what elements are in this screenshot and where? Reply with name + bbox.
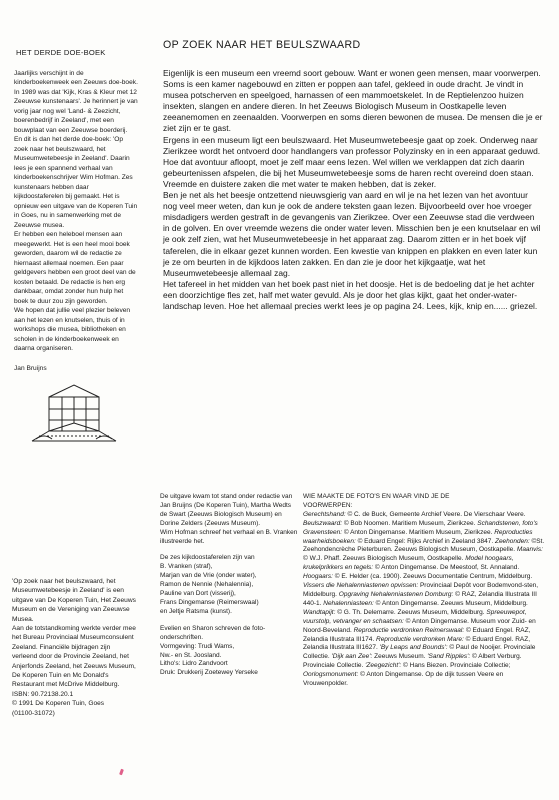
credit-label: Reproductie verdronken Reimerswaal: [353,626,465,634]
credit-label: Schandstenen, foto's Gravensteen: [303,519,538,536]
credit-label: Opgraving Nehalenniastenen Domburg: [338,590,454,598]
artist-item: B. Vranken (straf), [160,563,213,571]
credit-label: Reproducties waarheidsboeken: [303,528,533,545]
credit-text: © Eduard Engel. RAZ, Zelandia Illustrata III1627. [303,635,531,652]
credit-text: © E. Helder (ca. 1900). Zeeuws Documentatie Centrum, Middelburg. [333,573,533,581]
credit-label: Maanvis: [516,546,543,554]
isbn: ISBN: 90.72138.20.1 [12,690,74,698]
page-title: OP ZOEK NAAR HET BEULSZWAARD [163,39,361,51]
production-item: Vormgeving: Trudi Wams, [160,642,235,650]
credit-label: Model hoogaars, krukelprikkers en tegels: [303,555,514,572]
credit-text: Zeeuws Museum. [372,653,428,661]
credit-text: © Eduard Engel. RAZ, Zelandia Illustrata III174. [303,626,531,643]
photo-text-credit: Evelien en Sharon schreven de foto-onderschriften. [160,624,266,641]
artist-item: en Jeltje Ratsma (kunst). [160,607,232,615]
credit-text: © G. Th. Delemarre. Zeeuws Museum, Middelburg. [335,608,487,616]
credit-text: ©St. Zeehondencrèche Pieterburen. Zeeuws Biologisch Museum, Oostkapelle. [303,537,545,554]
intro-paragraph-4: We hopen dat jullie veel plezier beleven aan het lezen en knutselen, thuis of in workshops die musea, bibliotheken en scholen in de kinderboekenweek en daarna organiseren. [14,307,131,352]
writer-credit: Wim Hofman schreef het verhaal en B. Vranken illustreerde het. [160,528,298,545]
credit-label: 'Dijk aan Zee': [331,653,373,661]
left-column [14,48,138,459]
credit-label: 'By Leaps and Bounds': [379,644,448,652]
production-item: Druk: Drukkerij Zoetewey Yerseke [160,669,258,677]
credit-text: © Hans Biezen. Provinciale Collectie; [401,662,511,670]
credit-text: © W.J. Phaff. Zeeuws Biologisch Museum, Oostkapelle. [303,555,466,563]
credit-text: © RAZ, Zelandia Illustrata III 440-1. [303,590,537,607]
credit-label: Beulszwaard: [303,519,343,527]
artist-item: Ramon de Nennie (Nehalennia), [160,581,254,589]
credit-text: © Albert Verburg. Provinciale Collectie. [303,653,522,670]
left-heading: HET DERDE DOE-BOEK [16,48,106,57]
credit-label: Gerechtshand: [303,510,346,518]
production-item: Litho's: Lidro Zandvoort [160,660,228,668]
photo-credit-list [303,511,549,689]
main-body-text: Eigenlijk is een museum een vreemd soort gebouw. Want er wonen geen mensen, maar voorwerpen. Soms is een kamer nagebouwd en zitten er poppen aan tafel, gekleed in oude dracht. Je vindt in musea potscherven en speelgoed, harnassen of een mammoetskelet. In de Reptielenzoo huizen insekten, slangen en andere dieren. In het Zeeuws Biologisch Museum in Oostkapelle leven zeeanemomen en zeenaalden. Voorwerpen en soms dieren bewonen de musea. De mensen die je er ziet zijn er te gast. Ergens in een museum ligt een beulszwaard. Het Museumwetebeesje gaat op zoek. Onderweg naar Zierikzee wordt het ontvoerd door handlangers van professor Polyzinsky en in een apparaat geduwd. Hoe dat avontuur afloopt, moet je zelf maar eens lezen. Wel willen we verklappen dat zich daarin gebeurtenissen afspelen, die bij het Museumwetebeesje soms de haren recht overeind doen staan. Vreemde en duistere zaken die met water te maken hebben, dat is zeker. Ben je net als het beesje ontzettend nieuwsgierig van aard en wil je na het lezen van het avontuur nog veel meer weten, dan kun je ook de andere teksten gaan lezen. Bijvoorbeeld over hoe vroeger misdadigers werden gestraft in de gevangenis van Zierikzee. Over een Zeeuwse stad die verdween in de golven. En over vreemde wezens die onder water leven. Misschien ben je een knutselaar en wil je ook zelf zien, wat het Museumwetebeesje in het apparaat zag. Daarom zitten er in het boek vijf taferelen, die in elkaar gezet kunnen worden. Een kwestie van knippen en plakken en even later kun je ze om beurten in de kijkdoos laten zakken. En dan zie je door het kijkgaatje, wat het Museumwetebeesje allemaal zag. Het tafereel in het midden van het boek past niet in het doosje. Het is de bedoeling dat je het achter een doorzichtige fles zet, half met water gevuld. Als je door het glas kijkt, gaat het onder-water-landschap leven. Hoe het allemaal precies werkt lees je op pagina 24. Lees, kijk, knip en...... griezel. [163,68,543,311]
artist-item: Pauline van Dort (visserij), [160,590,236,598]
colophon-code: (01100-31072) [12,709,55,717]
photo-credits-heading-2: VOORWERPEN: [303,501,353,509]
colophon [12,577,136,718]
copyright: © 1991 De Koperen Tuin, Goes [12,700,105,708]
photo-credits [303,493,549,689]
artists-intro: De zes kijkdoostaferelen zijn van [160,554,255,562]
editors-credit: De uitgave kwam tot stand onder redactie van Jan Bruijns (De Koperen Tuin), Martha Wedts de Swart (Zeeuws Biologisch Museum) en Dorine Zelders (Zeeuws Museum). [160,493,293,527]
colophon-publication: 'Op zoek naar het beulszwaard, het Museumwetebeesje in Zeeland' is een uitgave van De Koperen Tuin, Het Zeeuws Museum en de Vereniging van Zeeuwse Musea. [12,578,136,623]
credit-label: Reproductie verdronken Mare: [376,635,464,643]
credit-label: Hoogaars: [303,573,333,581]
credit-label: 'Sand Ripples': [427,653,471,661]
stray-mark [119,769,124,776]
credit-text: © C. de Buck, Gemeente Archief Veere. De Vierschaar Veere. [345,510,526,518]
credit-text: © Anton Dingemanse. Zeeuws Museum, Middelburg. [373,599,528,607]
credit-text: © Bob Noomen. Maritiem Museum, Zierikzee. [342,519,478,527]
main-body [163,68,543,312]
publisher-logo [24,383,124,453]
garden-logo-icon [24,383,124,453]
credit-text: © Anton Dingemanse. Maritiem Museum, Zierikzee. [342,528,495,536]
credit-label: Wandtapijt: [303,608,336,616]
credits-left [160,493,300,678]
intro-paragraph-3: Er hebben een heleboel mensen aan meegewerkt. Het is een heel mooi boek geworden, daarom wil de redactie ze hiernaast allemaal noemen. Een paar geldgevers hebben een groot deel van de kosten betaald. De redactie is hen erg dankbaar, omdat zonder hun hulp het boek te duur zou zijn geworden. [14,231,136,305]
credit-label: Zeehonden: [494,537,530,545]
credit-text: © Paul de Nooijer. Provinciale Collectie. [303,644,536,661]
credit-label: Oorlogsmonument: [303,671,359,679]
photo-credits-heading-1: WIE MAAKTE DE FOTO'S EN WAAR VIND JE DE [303,493,450,500]
artist-item: Marjan van de Vrie (onder water), [160,572,257,580]
production-item: Nw.- en St. Joosland. [160,651,222,659]
credit-text: © Eduard Engel: Rijks Archief in Zeeland 3847. [355,537,495,545]
credit-text: © Anton Dingemanse. Op de dijk tussen Veere en Vrouwenpolder. [303,671,504,688]
credit-text: © Anton Dingemanse. De Meestoof, St. Annaland. [373,564,520,572]
signature: Jan Bruijns [14,364,47,372]
artist-item: Frans Dingemanse (Reimerswaal) [160,598,259,606]
credit-text: Provinciaal Depôt voor Bodemvond-sten, Middelburg. [303,582,539,598]
credit-label: 'Zeegezicht': [365,662,402,670]
credit-label: Vissers die Nehalenniastenen opvissen: [303,582,419,590]
credit-label: Spreeuwepot, vuurstolp, vetvanger en schaatsen: [303,608,527,625]
intro-paragraph-1: Jaarlijks verschijnt in de kinderboekenweek een Zeeuws doe-boek. In 1989 was dat 'Kijk, Kras & Kleur met 12 Zeeuwse kunstenaars'. Je herinnert je van vorig jaar nog wel 'Land- & Zeezicht, boerenbedrijf in Zeeland', met een bouwplaat van een Zeeuwse boerderij. [14,69,138,134]
intro-paragraph-2: En dit is dan het derde doe-boek: 'Op zoek naar het beulszwaard, het Museumwetebeesje in Zeeland'. Daarin lees je een spannend verhaal van kinderboekenschrijver Wim Hofman. Zes kunstenaars hebben daar kijkdoostaferelen bij gemaakt. Het is opnieuw een uitgave van de Koperen Tuin in Goes, nu in samenwerking met de Zeeuwse musea. [14,136,138,229]
credit-text: © Anton Dingemanse. Museum voor Zuid- en Noord-Beveland. [303,617,536,634]
credit-label: Nehalenniasteen: [323,599,374,607]
colophon-funding: Aan de totstandkoming werkte verder mee het Bureau Provinciaal Museumconsulent Zeeland. Financiële bijdragen zijn verleend door de Provincie Zeeland, het Anjerfonds Zeeland, het Zeeuws Museum, De Koperen Tuin en Mc Donald's Restaurant met McDrive Middelburg. [12,625,136,689]
